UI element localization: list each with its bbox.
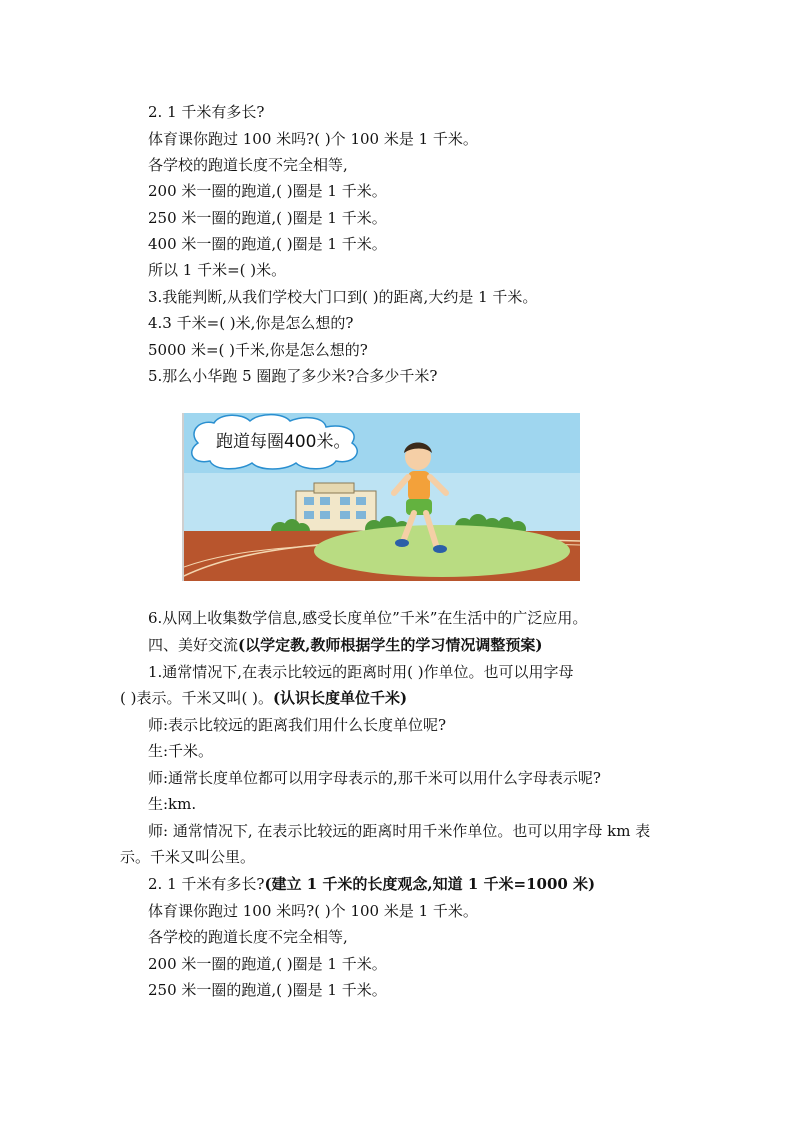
question-2-title: 2. 1 千米有多长? [148, 103, 265, 121]
question-2b-title-note: (建立 1 千米的长度观念,知道 1 千米=1000 米) [264, 875, 596, 893]
teacher-line-3b: 示。千米又叫公里。 [120, 848, 256, 866]
paragraph-1-line-2-text: ( )表示。千米又叫( )。 [120, 689, 273, 707]
question-2b-line-4: 250 米一圈的跑道,( )圈是 1 千米。 [148, 981, 387, 999]
question-5: 5.那么小华跑 5 圈跑了多少米?合多少千米? [148, 367, 438, 385]
running-track-illustration [182, 413, 580, 581]
section-heading-note: (以学定教,教师根据学生的学习情况调整预案) [238, 636, 543, 654]
teacher-line-2: 师:通常长度单位都可以用字母表示的,那千米可以用什么字母表示呢? [148, 769, 601, 787]
question-2-line-5: 400 米一圈的跑道,( )圈是 1 千米。 [148, 235, 387, 253]
speech-bubble-text: 跑道每圈400米。 [216, 432, 351, 452]
paragraph-1-line-2-note: (认识长度单位千米) [272, 689, 408, 707]
question-4-line-1: 4.3 千米=( )米,你是怎么想的? [148, 314, 354, 332]
question-2-line-1: 体育课你跑过 100 米吗?( )个 100 米是 1 千米。 [148, 130, 478, 148]
teacher-line-1: 师:表示比较远的距离我们用什么长度单位呢? [148, 716, 447, 734]
section-heading-title: 四、美好交流 [148, 636, 239, 654]
section-heading [148, 635, 542, 655]
question-2b-line-2: 各学校的跑道长度不完全相等, [148, 928, 348, 946]
question-2-line-3: 200 米一圈的跑道,( )圈是 1 千米。 [148, 182, 387, 200]
question-2-line-4: 250 米一圈的跑道,( )圈是 1 千米。 [148, 209, 387, 227]
question-4-line-2: 5000 米=( )千米,你是怎么想的? [148, 341, 368, 359]
question-6: 6.从网上收集数学信息,感受长度单位”千米”在生活中的广泛应用。 [148, 609, 588, 627]
paragraph-1-line-2 [120, 688, 407, 708]
question-2b-line-1: 体育课你跑过 100 米吗?( )个 100 米是 1 千米。 [148, 902, 478, 920]
question-2-line-6: 所以 1 千米=( )米。 [148, 261, 287, 279]
question-3: 3.我能判断,从我们学校大门口到( )的距离,大约是 1 千米。 [148, 288, 538, 306]
student-line-1: 生:千米。 [148, 742, 214, 760]
student-line-2: 生:km. [148, 795, 197, 813]
question-2-line-2: 各学校的跑道长度不完全相等, [148, 156, 348, 174]
question-2b-line-3: 200 米一圈的跑道,( )圈是 1 千米。 [148, 955, 387, 973]
question-2b-title [148, 874, 595, 894]
teacher-line-3a: 师: 通常情况下, 在表示比较远的距离时用千米作单位。也可以用字母 km 表 [148, 822, 651, 840]
question-2b-title-text: 2. 1 千米有多长? [148, 875, 265, 893]
paragraph-1-line-1: 1.通常情况下,在表示比较远的距离时用( )作单位。也可以用字母 [148, 663, 574, 681]
